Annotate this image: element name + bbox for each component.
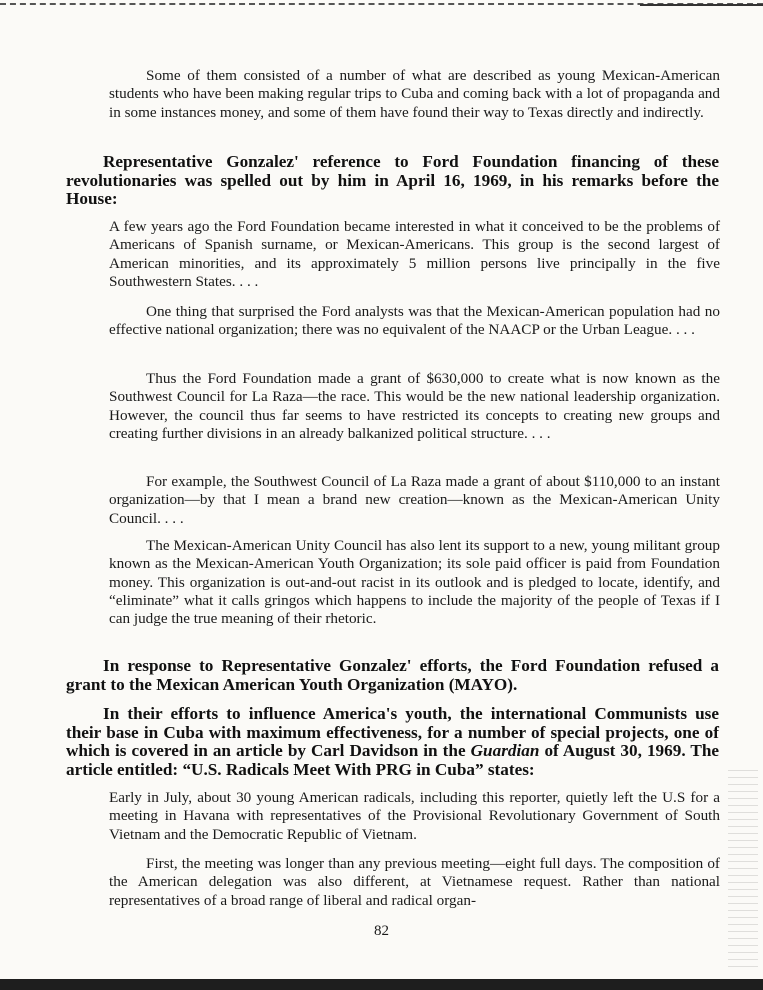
- quote-paragraph-meeting-longer: First, the meeting was longer than any previous meeting—eight full days. The composition of the American delegation was also different, at Vietnamese request. Rather than national representatives of a broad range of liberal and radical organ-: [109, 855, 720, 909]
- body-paragraph-cuba-youth-before: In their efforts to influence America's youth, the international Communists use their base in Cuba with maximum effectiveness, for a number of special projects, one of which is covered in an article by Carl Davidson in the: [66, 704, 719, 761]
- page-number: 82: [374, 923, 389, 939]
- quote-paragraph-ford-analysts: One thing that surprised the Ford analysts was that the Mexican-American population had no effective national organization; there was no equivalent of the NAACP or the Urban League. . . .: [109, 303, 720, 339]
- quote-paragraph-1: Some of them consisted of a number of what are described as young Mexican-American students who have been making regular trips to Cuba and coming back with a lot of propaganda and in some instances money, and some of them have found their way to Texas directly and indirectly.: [109, 67, 720, 121]
- guardian-title: Guardian: [470, 741, 540, 761]
- bottom-rule: [0, 979, 763, 990]
- quote-paragraph-grant-110000: For example, the Southwest Council of La Raza made a grant of about $110,000 to an instant organization—by that I mean a brand new creation—known as the Mexican-American Unity Council. . . .: [109, 473, 720, 527]
- quote-paragraph-ford-foundation: A few years ago the Ford Foundation became interested in what it conceived to be the problems of Americans of Spanish surname, or Mexican-Americans. This group is the second largest of American minorities, and its approximately 5 million persons live principally in the five Southwestern States. . . .: [109, 218, 720, 290]
- body-paragraph-cuba-youth-after: of August 30, 1969. The article entitled: “U.S. Radicals Meet With PRG in Cuba” states:: [66, 741, 720, 779]
- quote-paragraph-unity-council: The Mexican-American Unity Council has also lent its support to a new, young militant group known as the Mexican-American Youth Organization; its sole paid officer is paid from Foundation money. This organization is out-and-out racist in its outlook and is pledged to locate, identify, and “eliminate” what it calls gringos which happens to include the majority of the people of Texas if I can judge the true meaning of their rhetoric.: [109, 537, 720, 628]
- body-paragraph-gonzalez-reference: Representative Gonzalez' reference to Ford Foundation financing of these revolutionaries was spelled out by him in April 16, 1969, in his remarks before the House:: [66, 152, 719, 209]
- quote-paragraph-early-july: Early in July, about 30 young American radicals, including this reporter, quietly left the U.S for a meeting in Havana with representatives of the Provisional Revolutionary Government of South Vietnam and the Democratic Republic of Vietnam.: [109, 789, 720, 843]
- body-paragraph-mayo: In response to Representative Gonzalez' efforts, the Ford Foundation refused a grant to the Mexican American Youth Organization (MAYO).: [66, 656, 719, 694]
- body-paragraph-cuba-youth: [66, 705, 719, 779]
- quote-paragraph-grant-630000: Thus the Ford Foundation made a grant of $630,000 to create what is now known as the Southwest Council for La Raza—the race. This would be the new national leadership organization. However, the council thus far seems to have restricted its concepts to creating new groups and creating further divisions in an already balkanized political structure. . . .: [109, 370, 720, 442]
- top-rule-solid: [640, 4, 763, 6]
- scan-margin-artifact: [728, 770, 758, 970]
